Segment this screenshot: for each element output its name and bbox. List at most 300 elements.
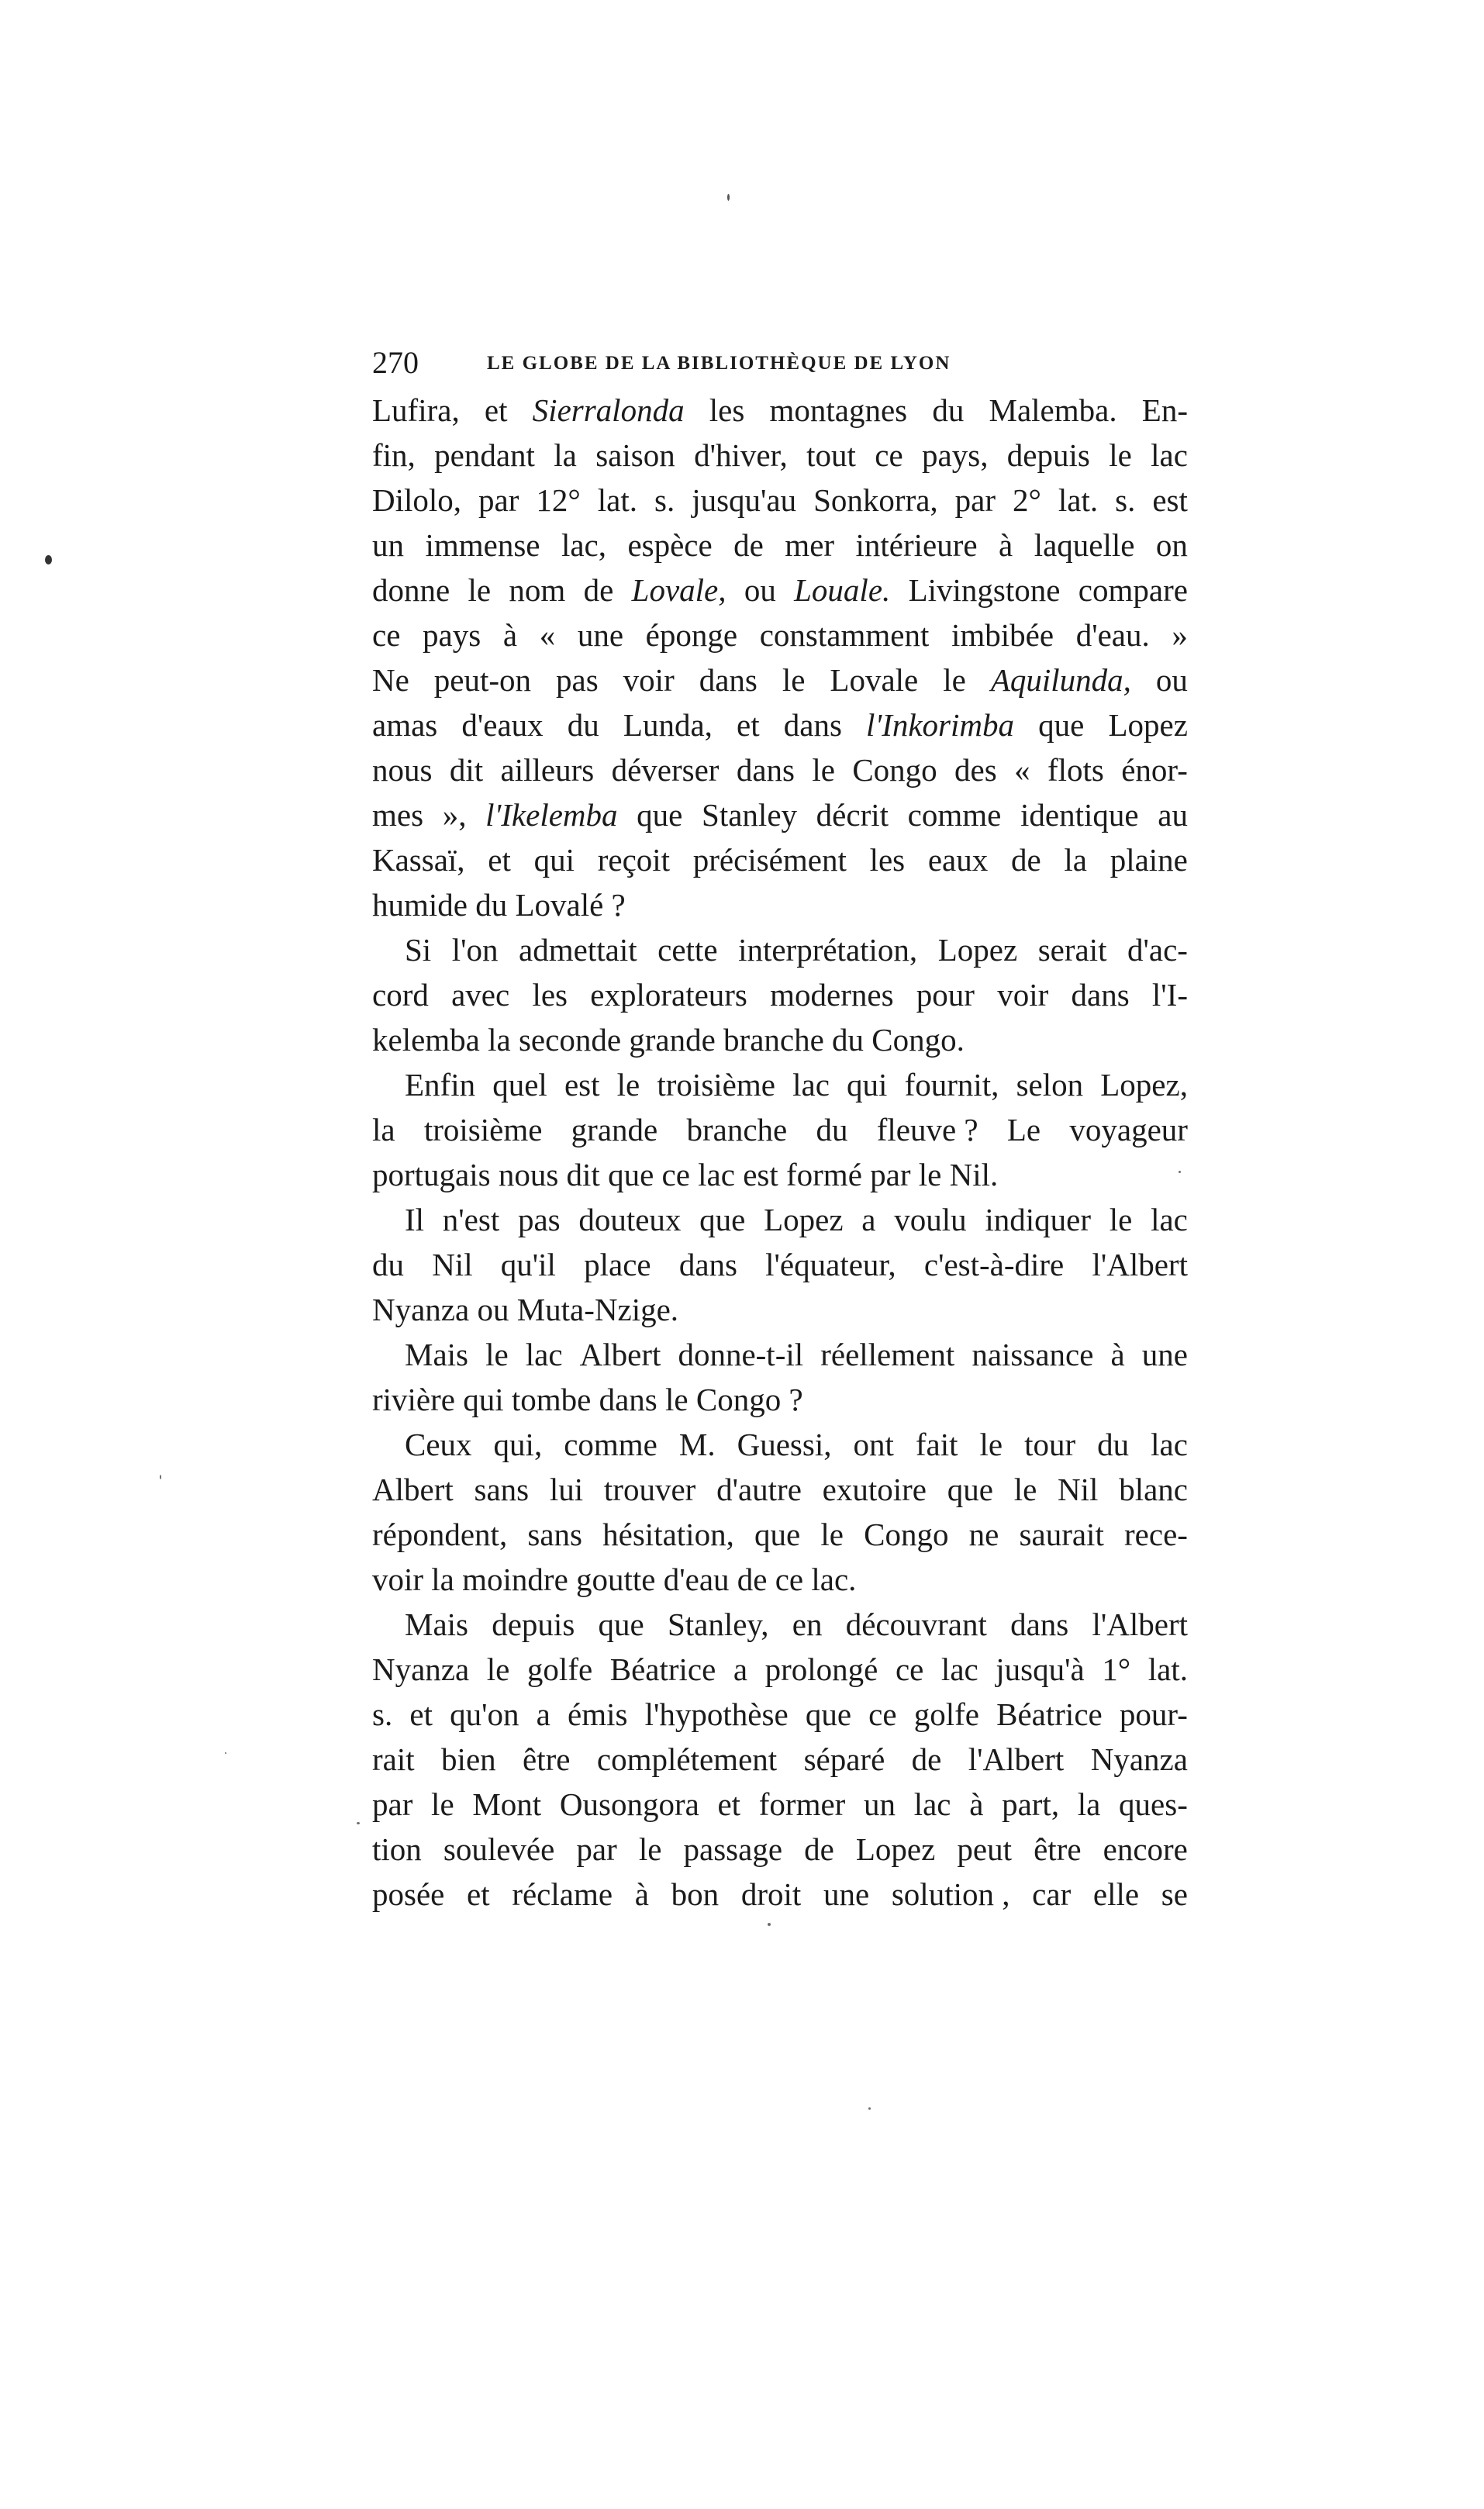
word: Stanley (702, 797, 798, 833)
word: le (468, 572, 492, 608)
word: dans (678, 1247, 737, 1282)
word: blanc (1119, 1472, 1188, 1507)
text-line (372, 523, 1188, 568)
ink-speck (357, 1822, 360, 1824)
word: de (804, 1831, 834, 1867)
word: le (431, 1786, 454, 1822)
text-line (372, 747, 1188, 792)
word: reçoit (597, 842, 671, 878)
word: que (805, 1696, 852, 1732)
word: elle (1092, 1876, 1140, 1912)
word: part, (1002, 1786, 1060, 1822)
word: dans (1071, 977, 1130, 1013)
word: d'eau. (1075, 617, 1150, 653)
word: amas (372, 707, 438, 743)
word: décrit (816, 797, 889, 833)
word: et (737, 707, 760, 743)
ink-speck (1179, 1171, 1181, 1173)
word: que (699, 1202, 746, 1237)
text-line (372, 1242, 1188, 1287)
word: Mont (472, 1786, 542, 1822)
word: a (733, 1651, 748, 1687)
word: » (1172, 617, 1188, 653)
word: branche (686, 1112, 788, 1148)
ink-speck (768, 1923, 771, 1926)
word: voulu (894, 1202, 967, 1237)
word: Lopez (855, 1831, 936, 1867)
word: séparé (803, 1741, 885, 1777)
word: d'autre (716, 1472, 802, 1507)
word: une (823, 1876, 870, 1912)
word: pendant (434, 437, 535, 473)
word: une (1141, 1337, 1188, 1372)
word: l'Albert (968, 1741, 1065, 1777)
word: kelemba la seconde grande branche du Congo. (372, 1022, 965, 1058)
italic-word: Sierralonda (532, 392, 685, 428)
word: rivière qui tombe dans le Congo ? (372, 1382, 803, 1417)
word: espèce (627, 527, 713, 563)
word: naissance (972, 1337, 1094, 1372)
word: Sonkorra, (813, 482, 938, 518)
word: que (637, 797, 683, 833)
word: rece- (1124, 1517, 1188, 1552)
word: le (1013, 1472, 1037, 1507)
word: Béatrice (996, 1696, 1103, 1732)
word: de (733, 527, 764, 563)
word: la (1064, 842, 1087, 878)
text-line (372, 882, 1188, 927)
word: les (532, 977, 568, 1013)
word: troisième (423, 1112, 543, 1148)
word: saison (595, 437, 675, 473)
word: cord (372, 977, 429, 1013)
word: des (954, 752, 997, 788)
word: pas (517, 1202, 561, 1237)
word: peut-on (433, 662, 532, 698)
word: l'hypothèse (644, 1696, 789, 1732)
word: par (372, 1786, 413, 1822)
word: dans (1010, 1607, 1069, 1642)
word: c'est-à-dire (923, 1247, 1065, 1282)
word: d'ac- (1127, 932, 1188, 968)
italic-word: l'Inkorimba (866, 707, 1015, 743)
text-line (372, 1062, 1188, 1107)
word: les (709, 392, 745, 428)
italic-word: l'Ikelemba (485, 797, 618, 833)
word: former (758, 1786, 846, 1822)
word: troisième (657, 1067, 775, 1103)
word: douteux (578, 1202, 682, 1237)
word: modernes (770, 977, 894, 1013)
word: Malemba. (989, 392, 1117, 428)
text-line (372, 1422, 1188, 1467)
word: le (812, 752, 835, 788)
word: eaux (927, 842, 989, 878)
word: Nyanza ou Muta-Nzige. (372, 1292, 679, 1327)
word: le (486, 1651, 510, 1687)
word: grande (571, 1112, 658, 1148)
text-line (372, 1647, 1188, 1692)
text-line (372, 1782, 1188, 1827)
word: lat. (1148, 1651, 1188, 1687)
text-line (372, 972, 1188, 1017)
word: Ne (372, 662, 409, 698)
word: qu'on (450, 1696, 519, 1732)
word: du (567, 707, 599, 743)
word: comme (907, 797, 1002, 833)
ink-speck (160, 1475, 161, 1479)
word: peut (957, 1831, 1013, 1867)
word: 12° (536, 482, 581, 518)
word: l'I- (1151, 977, 1188, 1013)
word: Stanley, (667, 1607, 769, 1642)
word: dans (736, 752, 795, 788)
text-line (372, 1602, 1188, 1647)
ink-speck (868, 2107, 871, 2110)
italic-word: Louale. (794, 572, 891, 608)
word: car (1032, 1876, 1072, 1912)
word: voir (623, 662, 675, 698)
word: 1° (1102, 1651, 1131, 1687)
word: montagnes (769, 392, 908, 428)
word: 2° (1013, 482, 1041, 518)
word: lac (1151, 1202, 1188, 1237)
word: Albert (372, 1472, 454, 1507)
word: a (536, 1696, 550, 1732)
word: dit (449, 752, 484, 788)
word: place (584, 1247, 651, 1282)
word: lac (940, 1651, 978, 1687)
word: quel (492, 1067, 547, 1103)
word: passage (683, 1831, 783, 1867)
word: fait (915, 1427, 958, 1462)
text-line (372, 1332, 1188, 1377)
text-line (372, 927, 1188, 972)
word: à (1110, 1337, 1125, 1372)
word: se (1161, 1876, 1188, 1912)
word: l'équateur, (765, 1247, 896, 1282)
italic-word: Lovale, (631, 572, 726, 608)
word: s. (654, 482, 675, 518)
word: M. (678, 1427, 716, 1462)
word: voir (997, 977, 1049, 1013)
word: portugais nous dit que ce lac est formé par le Nil. (372, 1157, 999, 1192)
word: ne (968, 1517, 999, 1552)
word: est (564, 1067, 600, 1103)
word: pour (916, 977, 975, 1013)
word: du (1097, 1427, 1130, 1462)
word: exutoire (822, 1472, 927, 1507)
word: ou (744, 572, 776, 608)
text-line (372, 1287, 1188, 1332)
word: de (911, 1741, 942, 1777)
word: de (583, 572, 614, 608)
word: indiquer (985, 1202, 1092, 1237)
word: par (576, 1831, 617, 1867)
word: ce (372, 617, 401, 653)
word: Livingstone (908, 572, 1061, 608)
word: et (484, 392, 508, 428)
word: lac (792, 1067, 830, 1103)
word: comme (564, 1427, 657, 1462)
word: mer (785, 527, 835, 563)
word: lac (1151, 1427, 1188, 1462)
word: encore (1103, 1831, 1188, 1867)
word: énor- (1121, 752, 1188, 788)
word: Le (1006, 1112, 1041, 1148)
word: Mais (405, 1337, 468, 1372)
word: et (488, 842, 511, 878)
word: précisément (692, 842, 847, 878)
word: qui, (493, 1427, 543, 1462)
word: Lopez (937, 932, 1018, 968)
page-header (372, 340, 1188, 386)
word: que (1038, 707, 1085, 743)
word: donne (372, 572, 450, 608)
word: la (372, 1112, 395, 1148)
text-line (372, 1872, 1188, 1917)
word: qu'il (500, 1247, 556, 1282)
word: », (442, 797, 467, 833)
word: le (820, 1517, 844, 1552)
word: un (372, 527, 404, 563)
word: Béatrice (609, 1651, 716, 1687)
word: Lopez (1108, 707, 1188, 743)
word: identique (1020, 797, 1139, 833)
word: un (864, 1786, 896, 1822)
word: lui (549, 1472, 584, 1507)
ink-speck (727, 194, 730, 201)
word: que (598, 1607, 644, 1642)
word: hésitation, (602, 1517, 734, 1552)
text-line (372, 1692, 1188, 1737)
text-line (372, 478, 1188, 523)
word: sans (474, 1472, 530, 1507)
word: ce (868, 1696, 897, 1732)
word: humide du Lovalé ? (372, 887, 626, 923)
word: complétement (596, 1741, 778, 1777)
word: jusqu'à (996, 1651, 1085, 1687)
word: d'hiver, (694, 437, 788, 473)
word: jusqu'au (692, 482, 797, 518)
word: le (943, 662, 966, 698)
word: les (869, 842, 906, 878)
word: au (1158, 797, 1188, 833)
ink-speck (45, 555, 52, 564)
word: ce (875, 437, 903, 473)
word: constamment (759, 617, 930, 653)
word: à (999, 527, 1013, 563)
word: ont (853, 1427, 894, 1462)
word: « (539, 617, 556, 653)
word: golfe (913, 1696, 979, 1732)
word: fournit, (904, 1067, 999, 1103)
word: la (1077, 1786, 1101, 1822)
word: explorateurs (590, 977, 747, 1013)
word: Ousongora (559, 1786, 699, 1822)
word: fin, (372, 437, 416, 473)
text-line (372, 837, 1188, 882)
word: nous (372, 752, 433, 788)
word: s. (372, 1696, 393, 1732)
word: le (616, 1067, 640, 1103)
word: golfe (526, 1651, 593, 1687)
word: Lopez, (1100, 1067, 1188, 1103)
word: que (754, 1517, 801, 1552)
word: rait (372, 1741, 415, 1777)
word: bien (441, 1741, 496, 1777)
word: lat. (597, 482, 637, 518)
word: lac (1151, 437, 1188, 473)
word: En- (1141, 392, 1188, 428)
word: tour (1024, 1427, 1076, 1462)
text-line (372, 568, 1188, 613)
word: déverser (611, 752, 720, 788)
word: donne-t-il (678, 1337, 804, 1372)
word: pays, (922, 437, 989, 473)
text-line (372, 1152, 1188, 1197)
word: répondent, (372, 1517, 508, 1552)
word: on (1155, 527, 1188, 563)
word: Ceux (405, 1427, 472, 1462)
word: « (1014, 752, 1030, 788)
text-line (372, 702, 1188, 747)
word: du (816, 1112, 848, 1148)
word: ailleurs (500, 752, 595, 788)
word: Congo (852, 752, 937, 788)
word: Albert (579, 1337, 661, 1372)
word: voir la moindre goutte d'eau de ce lac. (372, 1562, 857, 1597)
text-line (372, 1467, 1188, 1512)
ink-speck (225, 1752, 226, 1754)
word: s. (1115, 482, 1136, 518)
word: est (1152, 482, 1188, 518)
word: d'eaux (461, 707, 544, 743)
word: qui (847, 1067, 888, 1103)
word: imbibée (951, 617, 1054, 653)
word: le (782, 662, 806, 698)
word: immense (425, 527, 540, 563)
word: intérieure (855, 527, 978, 563)
word: dans (783, 707, 842, 743)
word: Nil (1058, 1472, 1099, 1507)
word: depuis (492, 1607, 575, 1642)
word: a (861, 1202, 876, 1237)
word: Dilolo, (372, 482, 462, 518)
word: Kassaï, (372, 842, 465, 878)
word: le (638, 1831, 662, 1867)
word: ou (1155, 662, 1188, 698)
word: Congo (864, 1517, 949, 1552)
word: à (634, 1876, 649, 1912)
text-line (372, 433, 1188, 478)
text-line (372, 613, 1188, 657)
word: Lovale (830, 662, 919, 698)
text-line (372, 1197, 1188, 1242)
word: le (1109, 437, 1132, 473)
text-line (372, 792, 1188, 837)
word: tout (806, 437, 856, 473)
word: et (717, 1786, 741, 1822)
word: Lufira, (372, 392, 460, 428)
word: lac (913, 1786, 951, 1822)
text-line (372, 1827, 1188, 1872)
word: éponge (645, 617, 738, 653)
word: compare (1078, 572, 1188, 608)
word: interprétation, (738, 932, 918, 968)
text-line (372, 388, 1188, 433)
word: Lopez (764, 1202, 844, 1237)
word: prolongé (764, 1651, 878, 1687)
word: lac (525, 1337, 563, 1372)
word: réclame (512, 1876, 613, 1912)
word: découvrant (845, 1607, 987, 1642)
word: droit (740, 1876, 802, 1912)
word: Nyanza (1090, 1741, 1188, 1777)
word: depuis (1006, 437, 1090, 473)
running-title: LE GLOBE DE LA BIBLIOTHÈQUE DE LYON (487, 353, 951, 374)
word: à (969, 1786, 984, 1822)
word: être (1034, 1831, 1082, 1867)
word: pas (556, 662, 599, 698)
word: à (502, 617, 518, 653)
word: le (979, 1427, 1003, 1462)
word: l'on (451, 932, 499, 968)
text-line (372, 1017, 1188, 1062)
word: posée (372, 1876, 445, 1912)
word: et (409, 1696, 433, 1732)
word: cette (657, 932, 718, 968)
word: Lunda, (623, 707, 713, 743)
word: bon (671, 1876, 720, 1912)
word: sans (527, 1517, 582, 1552)
word: de (1010, 842, 1041, 878)
word: lat. (1058, 482, 1099, 518)
word: qui (533, 842, 575, 878)
word: mes (372, 797, 424, 833)
word: l'Albert (1092, 1607, 1188, 1642)
word: du (932, 392, 965, 428)
word: saurait (1019, 1517, 1104, 1552)
word: admettait (519, 932, 637, 968)
text-line (372, 1107, 1188, 1152)
word: laquelle (1034, 527, 1135, 563)
word: une (577, 617, 624, 653)
word: selon (1016, 1067, 1084, 1103)
word: Enfin (405, 1067, 476, 1103)
word: soulevée (443, 1831, 555, 1867)
italic-word: Aquilunda, (990, 662, 1131, 698)
word: avec (451, 977, 510, 1013)
word: solution , (891, 1876, 1010, 1912)
word: que (947, 1472, 993, 1507)
text-line (372, 1557, 1188, 1602)
word: tion (372, 1831, 422, 1867)
word: émis (568, 1696, 628, 1732)
word: par (954, 482, 996, 518)
word: plaine (1110, 842, 1188, 878)
word: la (554, 437, 577, 473)
word: Nil (432, 1247, 473, 1282)
text-line (372, 1737, 1188, 1782)
word: le (1109, 1202, 1133, 1237)
word: en (792, 1607, 823, 1642)
word: trouver (603, 1472, 696, 1507)
word: ques- (1119, 1786, 1188, 1822)
word: lac, (561, 527, 606, 563)
word: flots (1047, 752, 1104, 788)
word: être (523, 1741, 571, 1777)
